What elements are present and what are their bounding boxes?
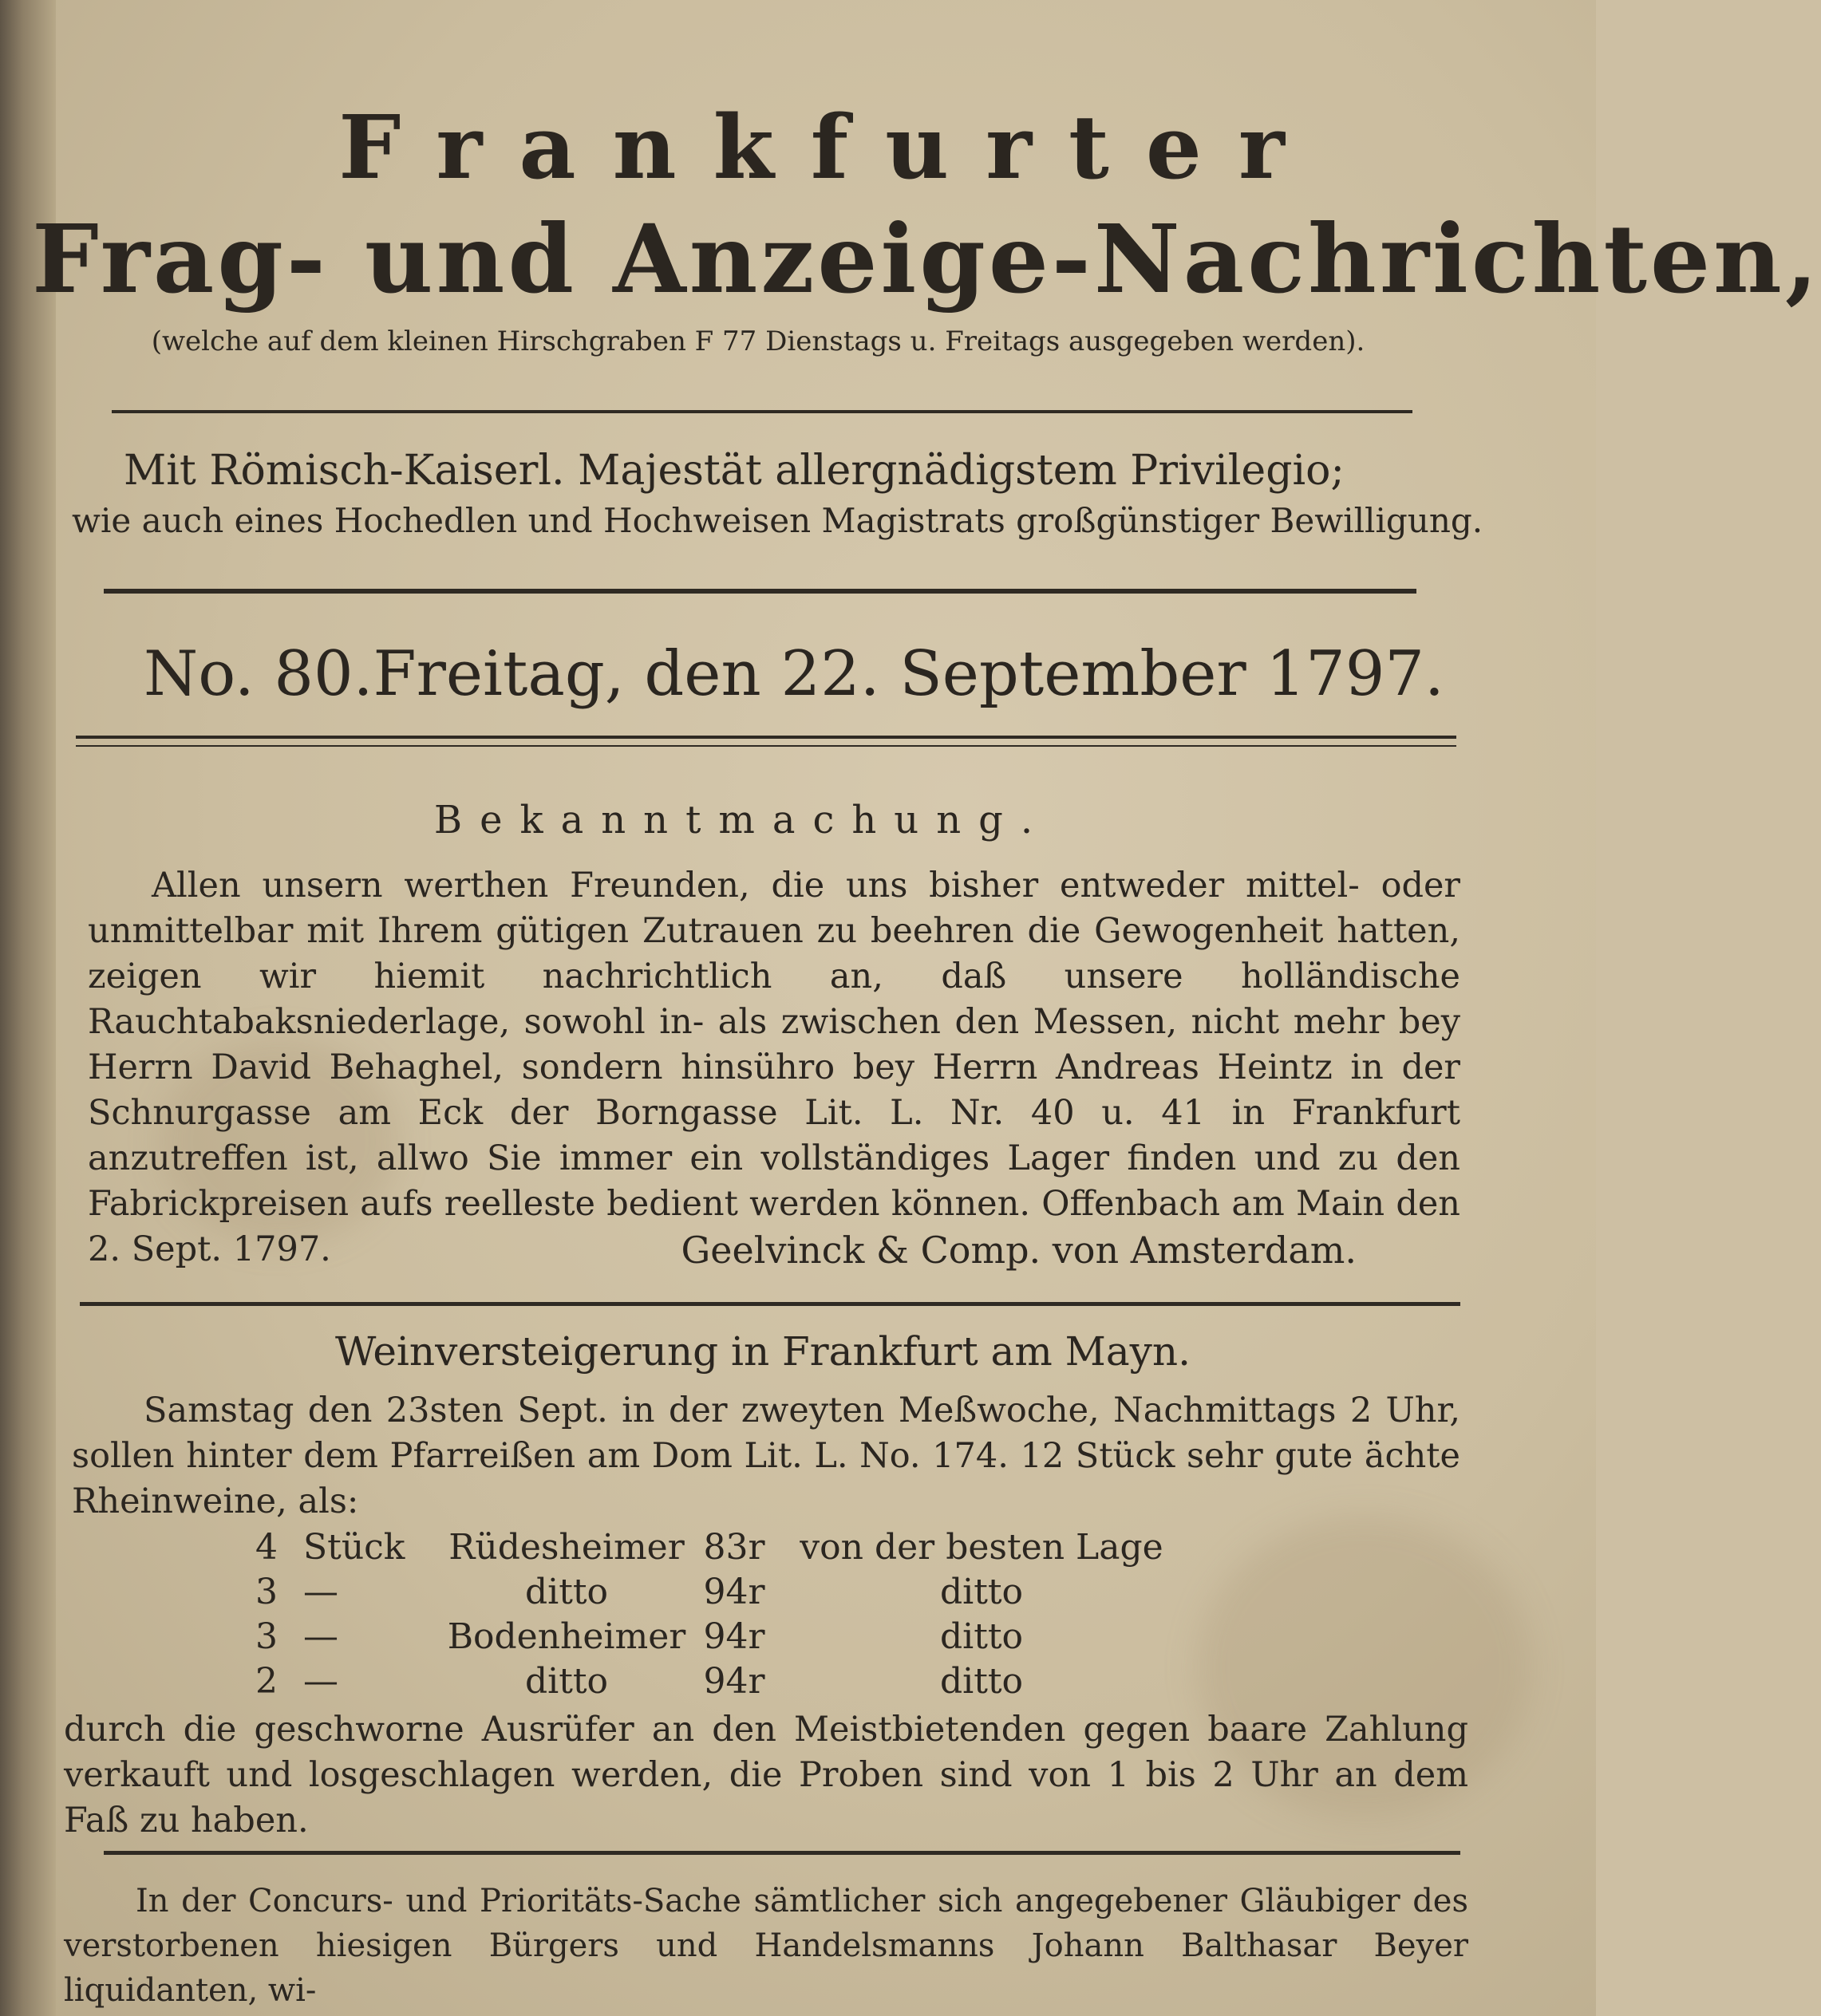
notice1-signature: Geelvinck & Comp. von Amsterdam. bbox=[681, 1229, 1357, 1272]
notice1-heading: Bekanntmachung. bbox=[433, 798, 1051, 842]
notice3-body: In der Concurs- und Prioritäts-Sache sämtlicher sich angegebener Gläubiger des verstorbenen hiesigen Bürgers und Handelsmanns Johann Balthasar Beyer liquidanten, wi- bbox=[64, 1883, 1468, 2009]
issue-number: No. 80. bbox=[144, 638, 373, 710]
double-divider-rule bbox=[76, 736, 1456, 747]
wine-list bbox=[255, 1525, 1181, 1704]
notice2-closing: durch die geschworne Ausrüfer an den Meistbietenden gegen baare Zahlung verkauft und losgeschlagen werden, die Proben sind von 1 bis 2 Uhr an dem Faß zu haben. bbox=[64, 1710, 1468, 1840]
wine-year: 94r bbox=[703, 1572, 765, 1612]
wine-name: Bodenheimer bbox=[447, 1616, 686, 1657]
wine-year: 83r bbox=[703, 1527, 765, 1568]
masthead-title-line2: Frag- und Anzeige-Nachrichten, bbox=[32, 203, 1821, 314]
notice1-body: Allen unsern werthen Freunden, die uns bisher entweder mittel- oder unmittelbar mit Ihrem gütigen Zutrauen zu beehren die Gewogenheit hatten, zeigen wir hiemit nachrichtlich an, daß unsere holländische Rauchtabaksniederlage, sowohl in- als zwischen den Messen, nicht mehr bey Herrn David Behaghel, sondern hinsühro bey Herrn Andreas Heintz in der Schnurgasse am Eck der Borngasse Lit. L. Nr. 40 u. 41 in Frankfurt anzutreffen ist, allwo Sie immer ein vollständiges Lager finden und zu den Fabrickpreisen aufs reelleste bedient werden können. Offenbach am Main den 2. Sept. 1797. bbox=[88, 866, 1460, 1269]
wine-name: ditto bbox=[524, 1572, 609, 1612]
wine-qty: 4 bbox=[255, 1527, 278, 1568]
divider-rule bbox=[80, 1302, 1460, 1306]
privilege-line2: wie auch eines Hochedlen und Hochweisen Magistrats großgünstiger Bewilligung. bbox=[72, 501, 1483, 540]
issue-date: Freitag, den 22. September 1797. bbox=[373, 638, 1444, 710]
wine-name: ditto bbox=[524, 1661, 609, 1702]
wine-unit: Stück bbox=[303, 1527, 405, 1568]
wine-quality: ditto bbox=[939, 1661, 1024, 1702]
wine-qty: 3 bbox=[255, 1572, 278, 1612]
wine-unit: — bbox=[303, 1616, 338, 1657]
masthead-subtitle: (welche auf dem kleinen Hirschgraben F 77 Dienstags u. Freitags ausgegeben werden). bbox=[151, 325, 1365, 357]
wine-year: 94r bbox=[703, 1661, 765, 1702]
wine-year: 94r bbox=[703, 1616, 765, 1657]
notice2-body: Samstag den 23sten Sept. in der zweyten Meßwoche, Nachmittags 2 Uhr, sollen hinter dem Pfarreißen am Dom Lit. L. No. 174. 12 Stück sehr gute ächte Rheinweine, als: bbox=[72, 1391, 1460, 1521]
wine-quality: ditto bbox=[939, 1572, 1024, 1612]
notice2-heading: Weinversteigerung in Frankfurt am Mayn. bbox=[335, 1328, 1191, 1375]
wine-row bbox=[255, 1525, 1181, 1570]
wine-quality: von der besten Lage bbox=[800, 1527, 1163, 1568]
divider-rule bbox=[112, 410, 1412, 413]
wine-row bbox=[255, 1570, 1181, 1615]
wine-row bbox=[255, 1659, 1181, 1704]
wine-quality: ditto bbox=[939, 1616, 1024, 1657]
wine-row bbox=[255, 1615, 1181, 1659]
masthead-title-line1: Frankfurter bbox=[338, 96, 1321, 199]
privilege-line1: Mit Römisch-Kaiserl. Majestät allergnädigstem Privilegio; bbox=[124, 447, 1345, 495]
wine-qty: 3 bbox=[255, 1616, 278, 1657]
issue-line bbox=[144, 638, 1444, 710]
divider-rule bbox=[104, 589, 1416, 594]
wine-name: Rüdesheimer bbox=[448, 1527, 685, 1568]
wine-unit: — bbox=[303, 1661, 338, 1702]
wine-unit: — bbox=[303, 1572, 338, 1612]
wine-qty: 2 bbox=[255, 1661, 278, 1702]
divider-rule bbox=[104, 1851, 1460, 1855]
